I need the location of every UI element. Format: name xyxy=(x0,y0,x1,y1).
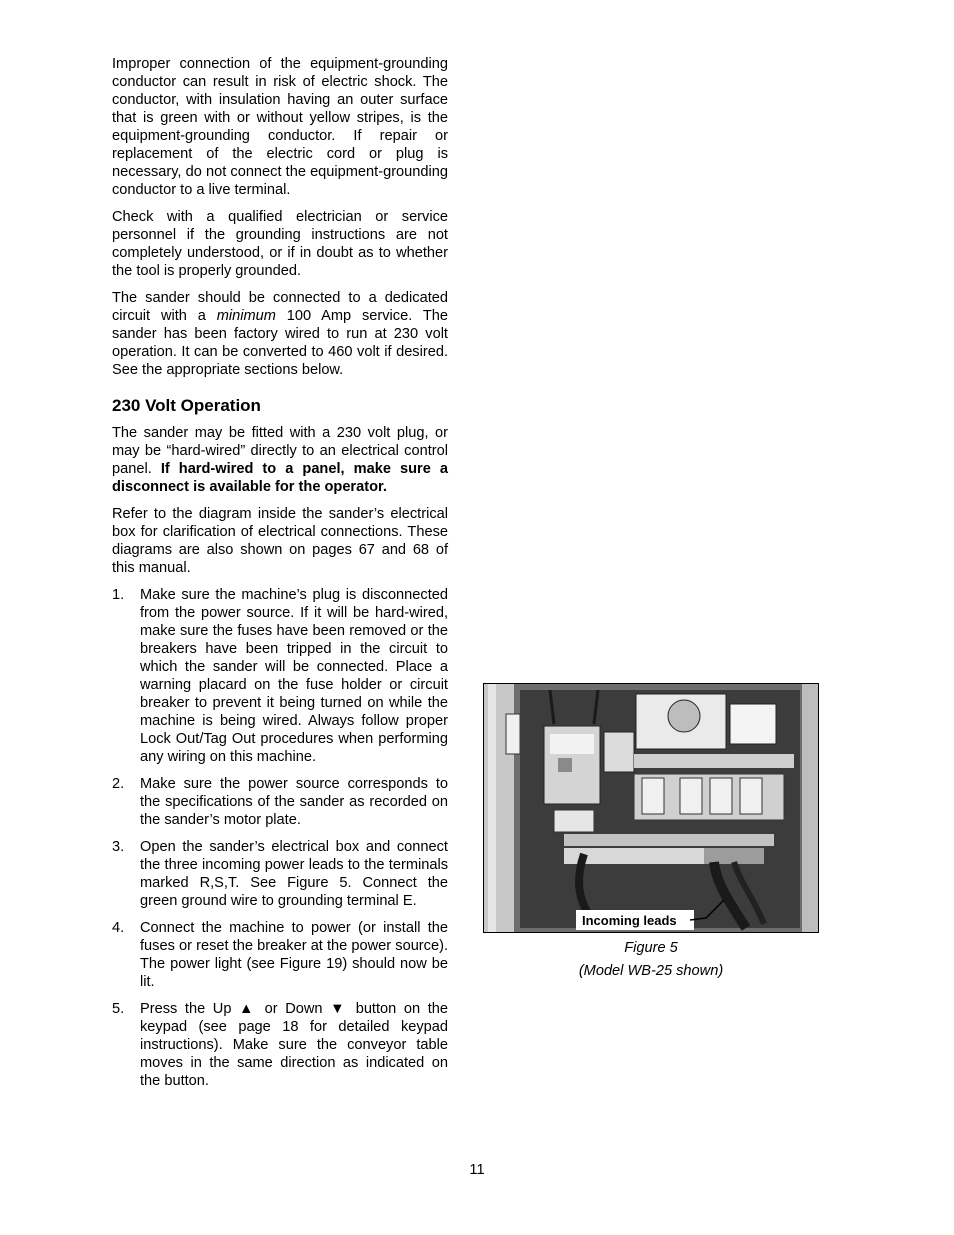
step-item xyxy=(112,1000,448,1090)
p3-text-a: The sander should be connected to a dedicated circuit with a xyxy=(112,290,448,324)
step-number: 2. xyxy=(112,776,125,792)
p3-emphasis: minimum xyxy=(216,308,276,324)
incoming-leads-label: Incoming leads xyxy=(582,913,677,928)
figure-caption: Figure 5 xyxy=(624,940,678,956)
text-column xyxy=(112,55,448,1099)
step-text: Make sure the machine’s plug is disconnected from the power source. If it will be hard-wired, make sure the fuses have been removed or the breakers have been tripped in the circuit to which the sander will be connected. Place a warning placard on the fuse holder or circuit breaker to prevent it being turned on while the machine is being wired. Always follow proper Lock Out/Tag Out procedures when performing any wiring on this machine. xyxy=(140,587,448,765)
step-text: Press the Up ▲ or Down ▼ button on the keypad (see page 18 for detailed keypad instructions). Make sure the conveyor table moves in the same direction as indicated on the button. xyxy=(140,1001,448,1089)
paragraph-check-electrician: Check with a qualified electrician or service personnel if the grounding instructions are not completely understood, or if in doubt as to whether the tool is properly grounded. xyxy=(112,209,448,279)
paragraph-plug-or-hardwire xyxy=(112,424,448,496)
p3-text-b: 100 Amp service. The sander has been factory wired to run at 230 volt operation. It can be converted to 460 volt if desired. See the appropriate sections below. xyxy=(112,308,448,378)
step-text: Connect the machine to power (or install the fuses or reset the breaker at the power source). The power light (see Figure 19) should now be lit. xyxy=(140,920,448,990)
step-list xyxy=(112,586,448,1090)
electrical-box-photo xyxy=(483,683,819,933)
paragraph-refer-diagram: Refer to the diagram inside the sander’s electrical box for clarification of electrical connections. These diagrams are also shown on pages 67 and 68 of this manual. xyxy=(112,506,448,576)
step-number: 3. xyxy=(112,839,125,855)
step-text: Open the sander’s electrical box and connect the three incoming power leads to the terminals marked R,S,T. See Figure 5. Connect the green ground wire to grounding terminal E. xyxy=(140,839,448,909)
step-item xyxy=(112,919,448,991)
step-number: 1. xyxy=(112,587,125,603)
step-item xyxy=(112,586,448,766)
p4-text: The sander may be fitted with a 230 volt plug, or may be “hard-wired” directly to an electrical control panel. xyxy=(112,425,448,477)
section-heading: 230 Volt Operation xyxy=(112,396,261,415)
paragraph-grounding-conductor: Improper connection of the equipment-grounding conductor can result in risk of electric shock. The conductor, with insulation having an outer surface that is green with or without yellow stripes, is the equipment-grounding conductor. If repair or replacement of the electric cord or plug is necessary, do not connect the equipment-grounding conductor to a live terminal. xyxy=(112,56,448,198)
step-item xyxy=(112,838,448,910)
figure-subcaption: (Model WB-25 shown) xyxy=(578,963,724,979)
paragraph-dedicated-circuit xyxy=(112,289,448,379)
step-text: Make sure the power source corresponds to the specifications of the sander as recorded on the sander’s motor plate. xyxy=(140,776,448,828)
step-number: 5. xyxy=(112,1001,125,1017)
p4-bold-warning: If hard-wired to a panel, make sure a disconnect is available for the operator. xyxy=(112,461,448,495)
step-item xyxy=(112,775,448,829)
step-number: 4. xyxy=(112,920,125,936)
electrical-box-illustration xyxy=(484,684,819,933)
page-number: 11 xyxy=(469,1162,485,1178)
